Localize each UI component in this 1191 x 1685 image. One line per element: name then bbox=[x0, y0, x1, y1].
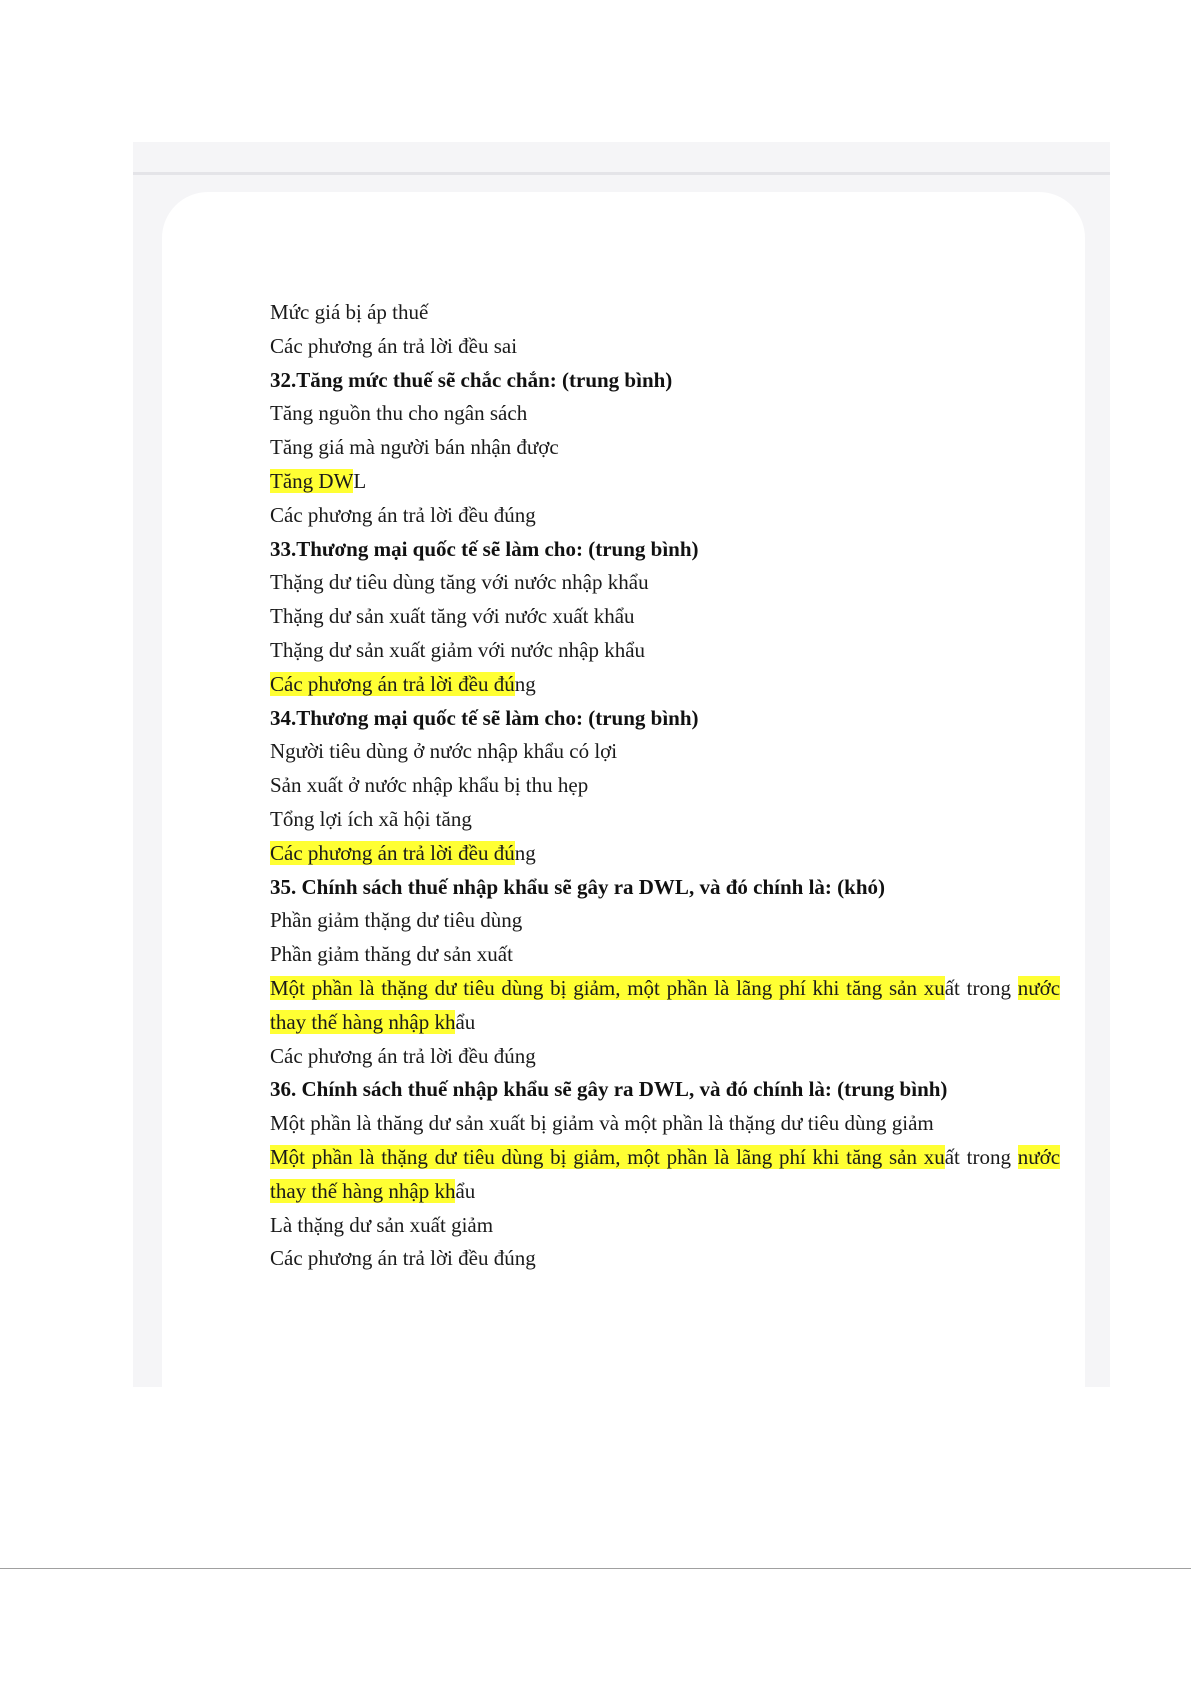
answer-option bbox=[270, 1107, 1060, 1141]
viewer-top-bar bbox=[133, 142, 1110, 175]
answer-option bbox=[270, 668, 1060, 702]
highlighted-text: Tăng DW bbox=[270, 468, 354, 493]
document-content bbox=[270, 296, 1060, 1276]
text-segment: 36. Chính sách thuế nhập khẩu sẽ gây ra DWL, và đó chính là: (trung bình) bbox=[270, 1077, 948, 1102]
text-segment: ng bbox=[514, 671, 536, 696]
text-segment: Phần giảm thặng dư tiêu dùng bbox=[270, 908, 523, 933]
text-segment: Tăng giá mà người bán nhận được bbox=[270, 435, 559, 460]
text-segment: Người tiêu dùng ở nước nhập khẩu có lợi bbox=[270, 739, 618, 764]
answer-option bbox=[270, 566, 1060, 600]
answer-option bbox=[270, 1242, 1060, 1276]
text-segment: ng bbox=[514, 840, 536, 865]
text-segment: ất trong bbox=[944, 1144, 1018, 1169]
answer-option bbox=[270, 634, 1060, 668]
question-heading bbox=[270, 533, 1060, 567]
answer-option bbox=[270, 735, 1060, 769]
text-segment: Các phương án trả lời đều đúng bbox=[270, 502, 536, 527]
answer-option bbox=[270, 330, 1060, 364]
answer-option bbox=[270, 904, 1060, 938]
answer-option bbox=[270, 431, 1060, 465]
text-segment: ẩu bbox=[455, 1009, 476, 1034]
text-segment: Các phương án trả lời đều sai bbox=[270, 333, 518, 358]
text-segment: Các phương án trả lời đều đúng bbox=[270, 1246, 536, 1271]
text-segment: Một phần là thăng dư sản xuất bị giảm và một phần là thặng dư tiêu dùng giảm bbox=[270, 1111, 934, 1136]
answer-option bbox=[270, 1141, 1060, 1209]
text-segment: 35. Chính sách thuế nhập khẩu sẽ gây ra DWL, và đó chính là: (khó) bbox=[270, 874, 885, 899]
answer-option bbox=[270, 296, 1060, 330]
highlighted-text: Các phương án trả lời đều đú bbox=[270, 840, 515, 865]
text-segment: Là thặng dư sản xuất giảm bbox=[270, 1212, 494, 1237]
text-segment: Tổng lợi ích xã hội tăng bbox=[270, 806, 472, 831]
text-segment: Các phương án trả lời đều đúng bbox=[270, 1043, 536, 1068]
answer-option bbox=[270, 972, 1060, 1040]
highlighted-text: Các phương án trả lời đều đú bbox=[270, 671, 515, 696]
highlighted-text: nước thay thế hàng nhập kh bbox=[270, 1144, 1061, 1203]
answer-option bbox=[270, 499, 1060, 533]
text-segment: 33.Thương mại quốc tế sẽ làm cho: (trung bình) bbox=[270, 536, 699, 561]
question-heading bbox=[270, 1073, 1060, 1107]
question-heading bbox=[270, 702, 1060, 736]
bottom-divider bbox=[0, 1568, 1191, 1569]
highlighted-text: Một phần là thặng dư tiêu dùng bị giảm, một phần là lãng phí khi tăng sản xu bbox=[270, 1144, 945, 1169]
text-segment: Thặng dư tiêu dùng tăng với nước nhập khẩu bbox=[270, 570, 649, 595]
text-segment: Mức giá bị áp thuế bbox=[270, 300, 429, 324]
answer-option bbox=[270, 938, 1060, 972]
answer-option bbox=[270, 803, 1060, 837]
question-heading bbox=[270, 871, 1060, 905]
answer-option bbox=[270, 600, 1060, 634]
text-segment: 34.Thương mại quốc tế sẽ làm cho: (trung bình) bbox=[270, 705, 699, 730]
text-segment: L bbox=[353, 468, 367, 493]
text-segment: ẩu bbox=[455, 1178, 476, 1203]
text-segment: Sản xuất ở nước nhập khẩu bị thu hẹp bbox=[270, 773, 589, 798]
highlighted-text: Một phần là thặng dư tiêu dùng bị giảm, một phần là lãng phí khi tăng sản xu bbox=[270, 975, 945, 1000]
answer-option bbox=[270, 1040, 1060, 1074]
answer-option bbox=[270, 769, 1060, 803]
text-segment: ất trong bbox=[944, 975, 1018, 1000]
answer-option bbox=[270, 397, 1060, 431]
answer-option bbox=[270, 837, 1060, 871]
question-heading bbox=[270, 364, 1060, 398]
text-segment: 32.Tăng mức thuế sẽ chắc chắn: (trung bình) bbox=[270, 367, 673, 392]
text-segment: Tăng nguồn thu cho ngân sách bbox=[270, 401, 528, 426]
text-segment: Thặng dư sản xuất giảm với nước nhập khẩu bbox=[270, 637, 646, 662]
text-segment: Thặng dư sản xuất tăng với nước xuất khẩu bbox=[270, 604, 635, 629]
answer-option bbox=[270, 1209, 1060, 1243]
answer-option bbox=[270, 465, 1060, 499]
text-segment: Phần giảm thăng dư sản xuất bbox=[270, 942, 513, 967]
highlighted-text: nước thay thế hàng nhập kh bbox=[270, 975, 1061, 1034]
